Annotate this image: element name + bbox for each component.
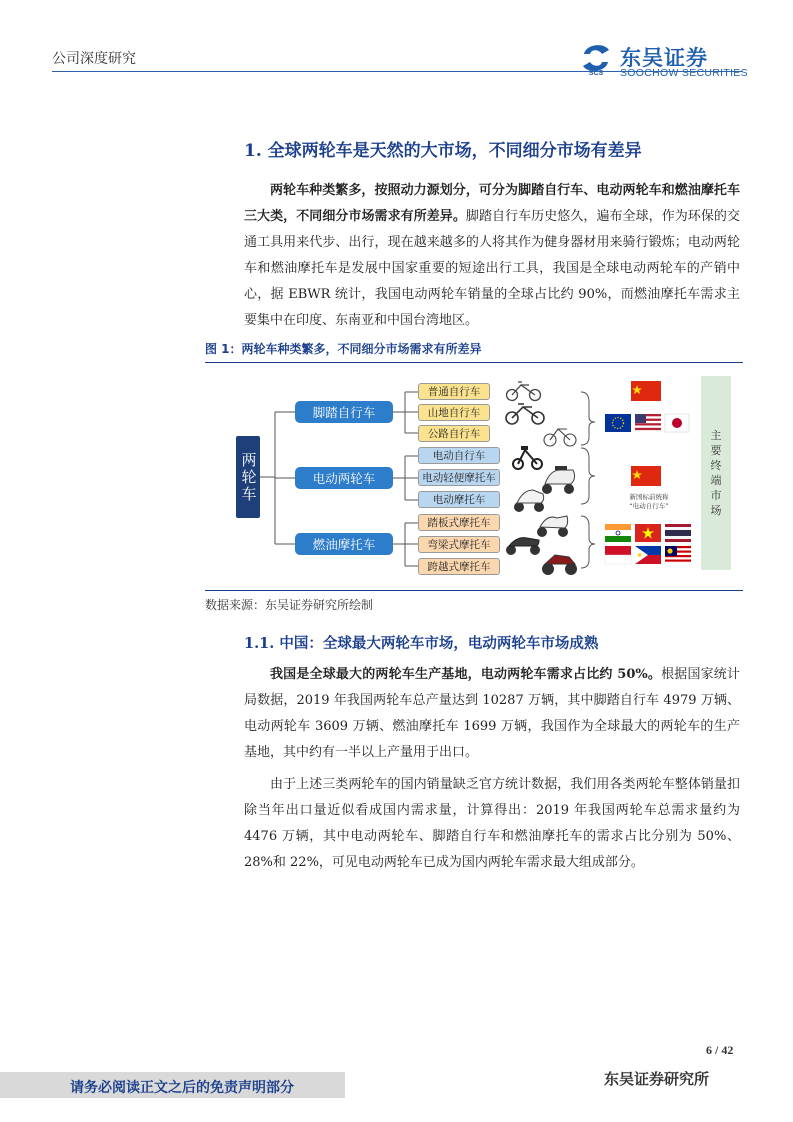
side-char: 要 bbox=[710, 444, 722, 457]
sub-electric-bicycle: 电动自行车 bbox=[418, 447, 500, 464]
footer-disclaimer: 请务必阅读正文之后的免责声明部分 bbox=[70, 1080, 294, 1096]
sub-electric-moped: 电动轻便摩托车 bbox=[418, 469, 500, 486]
section-1-paragraph bbox=[244, 178, 740, 334]
road-bike-icon bbox=[544, 429, 576, 446]
logo-chinese-name: 东吴证券 bbox=[620, 46, 708, 70]
category-motorcycle: 燃油摩托车 bbox=[295, 533, 393, 555]
china-flag-icon bbox=[631, 381, 661, 401]
main-end-market-label bbox=[701, 376, 731, 570]
section-1-body: 脚踏自行车历史悠久，遍布全球，作为环保的交通工具用来代步、出行，现在越来越多的人将其作为健身器材用来骑行锻炼；电动两轮车和燃油摩托车是发展中国家重要的短途出行工具，我国是全球电动两轮车的产销中心，据 EBWR 统计，我国电动两轮车销量的全球占比约 90%，而燃油摩托车需求主要集中在印度、东南亚和中国台湾地区。 bbox=[244, 209, 740, 328]
two-wheeler-classification-diagram bbox=[205, 366, 743, 588]
section-1-1-paragraph-2: 由于上述三类两轮车的国内销量缺乏官方统计数据，我们用各类两轮车整体销量扣除当年出口量近似看成国内需求量，计算得出：2019 年我国两轮车总需求量约为 4476 万辆，其中电动两轮车、脚踏自行车和燃油摩托车的需求占比分别为 50%、28%和 22%，可见电动两轮车已成为国内两轮车需求最大组成部分。 bbox=[244, 777, 740, 870]
sub-underbone-motorcycle: 弯梁式摩托车 bbox=[418, 536, 500, 553]
section-1-1-body: 根据国家统计局数据，2019 年我国两轮车总产量达到 10287 万辆，其中脚踏自行车 4979 万辆、电动两轮车 3609 万辆、燃油摩托车 1699 万辆，我国作为全球最大的两轮车的生产基地，其中约有一半以上产量用于出口。 bbox=[244, 667, 740, 760]
header-divider bbox=[52, 71, 742, 72]
figure-top-rule bbox=[205, 362, 743, 363]
side-char: 市 bbox=[710, 489, 722, 502]
footer-organization: 东吴证券研究所 bbox=[604, 1070, 710, 1088]
malaysia-flag-icon bbox=[665, 546, 691, 564]
eu-flag-icon bbox=[605, 414, 631, 432]
caption-line-2: “电动自行车” bbox=[629, 502, 669, 510]
electric-bicycle-icon bbox=[513, 446, 542, 469]
section-1-lead: 两轮车种类繁多，按照动力源划分，可分为脚踏自行车、电动两轮车和燃油摩托车三大类，不同细分市场需求有所差异。 bbox=[244, 183, 740, 224]
side-char: 终 bbox=[710, 459, 722, 472]
figure-1-title: 图 1：两轮车种类繁多，不同细分市场需求有所差异 bbox=[205, 342, 482, 356]
svg-text:SCS: SCS bbox=[588, 70, 604, 76]
scooter-icon bbox=[537, 516, 568, 537]
caption-line-1: 新国标前统称 bbox=[629, 493, 669, 501]
sub-mountain-bicycle: 山地自行车 bbox=[418, 404, 490, 421]
side-char: 场 bbox=[710, 504, 722, 517]
indonesia-flag-icon bbox=[605, 546, 631, 564]
figure-source: 数据来源：东吴证券研究所绘制 bbox=[205, 598, 374, 612]
sub-electric-motorcycle: 电动摩托车 bbox=[418, 491, 500, 508]
section-1-1-paragraph-1 bbox=[244, 662, 740, 766]
china-flag-icon bbox=[631, 466, 661, 486]
category-electric: 电动两轮车 bbox=[295, 467, 393, 489]
section-1-1-heading: 1.1. 中国：全球最大两轮车市场，电动两轮车市场成熟 bbox=[244, 635, 599, 652]
side-char: 端 bbox=[710, 474, 722, 487]
section-1-heading: 1. 全球两轮车是天然的大市场，不同细分市场有差异 bbox=[244, 141, 642, 161]
root-node-two-wheelers bbox=[236, 436, 260, 518]
sub-ordinary-bicycle: 普通自行车 bbox=[418, 383, 490, 400]
page-number: 6 / 42 bbox=[706, 1043, 734, 1057]
sub-standard-motorcycle: 跨越式摩托车 bbox=[418, 558, 500, 575]
soochow-logo bbox=[578, 42, 748, 82]
side-char: 主 bbox=[710, 429, 722, 442]
figure-bottom-rule bbox=[205, 590, 743, 591]
electric-moped-icon bbox=[542, 466, 575, 494]
category-bicycle: 脚踏自行车 bbox=[295, 401, 393, 423]
underbone-motorcycle-icon bbox=[506, 538, 540, 555]
india-flag-icon bbox=[605, 524, 631, 542]
mountain-bike-icon bbox=[506, 404, 544, 424]
sub-scooter-motorcycle: 踏板式摩托车 bbox=[418, 514, 500, 531]
philippines-flag-icon bbox=[635, 546, 661, 564]
japan-flag-icon bbox=[665, 414, 689, 432]
logo-english-name: SOOCHOW SECURITIES bbox=[620, 67, 748, 79]
sub-road-bicycle: 公路自行车 bbox=[418, 425, 490, 442]
usa-flag-icon bbox=[635, 414, 661, 432]
report-type-label: 公司深度研究 bbox=[52, 51, 136, 67]
bicycle-icon bbox=[507, 382, 541, 401]
standard-motorcycle-icon bbox=[542, 555, 577, 575]
section-1-1-lead: 我国是全球最大的两轮车生产基地，电动两轮车需求占比约 50%。 bbox=[270, 667, 662, 682]
thailand-flag-icon bbox=[665, 524, 691, 542]
root-node-label: 两轮车 bbox=[239, 451, 258, 503]
pre-standard-caption bbox=[617, 493, 681, 511]
electric-motorcycle-icon bbox=[514, 490, 544, 512]
vietnam-flag-icon bbox=[635, 524, 661, 542]
